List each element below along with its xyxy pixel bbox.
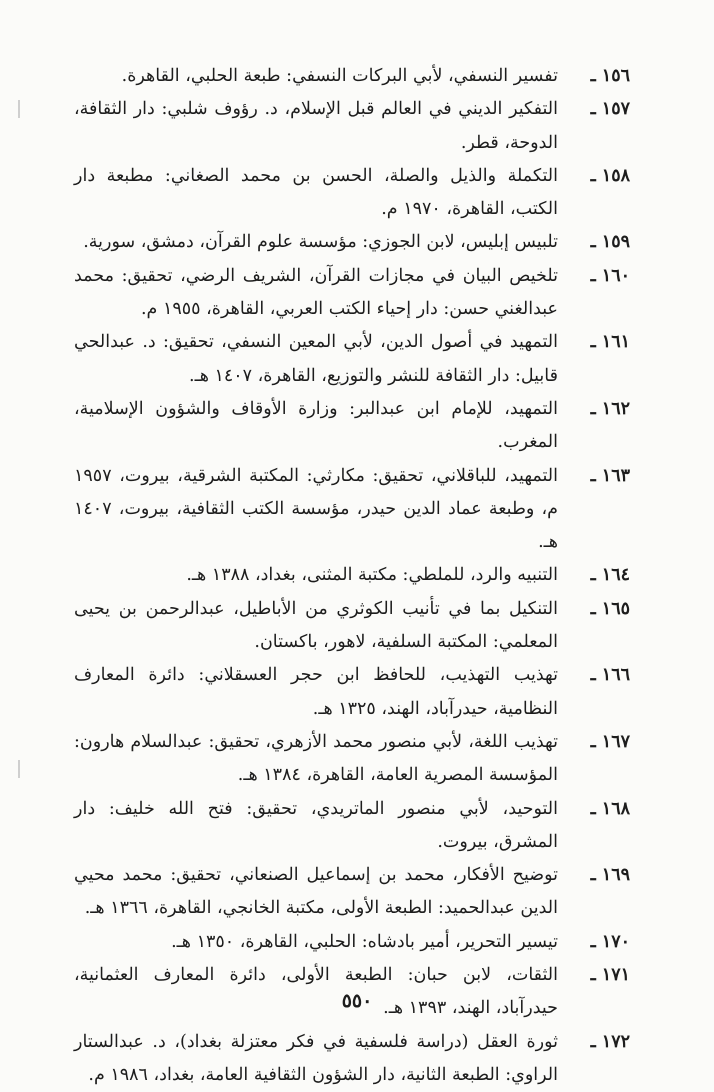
entry-number: ١٥٩ ـ bbox=[590, 232, 630, 253]
bibliography-entry-167 bbox=[74, 726, 630, 793]
entry-number: ١٦٠ ـ bbox=[590, 265, 630, 286]
entry-number: ١٥٦ ـ bbox=[590, 66, 630, 86]
bibliography-entry-159 bbox=[74, 226, 630, 259]
entry-text: ثورة العقل (دراسة فلسفية في فكر معتزلة بغداد)، د. عبدالستار الراوي: الطبعة الثانية، دار الشؤون الثقافية العامة، بغداد، ١٩٨٦ م. bbox=[74, 1031, 558, 1085]
entry-text: التنكيل بما في تأنيب الكوثري من الأباطيل، عبدالرحمن بن يحيى المعلمي: المكتبة السلفية، لاهور، باكستان. bbox=[74, 598, 558, 653]
entry-number: ١٦٧ ـ bbox=[590, 731, 630, 752]
bibliography-entry-165 bbox=[74, 593, 630, 660]
entry-number: ١٦١ ـ bbox=[590, 332, 630, 353]
bibliography-page bbox=[74, 60, 630, 1092]
bibliography-entry-160 bbox=[74, 260, 630, 327]
scan-edge-mark bbox=[18, 100, 20, 118]
bibliography-entry-163 bbox=[74, 460, 630, 560]
entry-number: ١٥٧ ـ bbox=[590, 99, 630, 120]
entry-text: تفسير النسفي، لأبي البركات النسفي: طبعة الحلبي، القاهرة. bbox=[121, 66, 558, 86]
entry-text: تهذيب اللغة، لأبي منصور محمد الأزهري، تحقيق: عبدالسلام هارون: المؤسسة المصرية العامة، القاهرة، ١٣٨٤ هـ. bbox=[74, 731, 558, 786]
entry-text: التكملة والذيل والصلة، الحسن بن محمد الصغاني: مطبعة دار الكتب، القاهرة، ١٩٧٠ م. bbox=[74, 165, 558, 220]
entry-number: ١٦٤ ـ bbox=[590, 565, 630, 586]
entry-number: ١٦٨ ـ bbox=[590, 798, 630, 819]
entry-number: ١٦٢ ـ bbox=[590, 398, 630, 419]
entry-number: ١٧٢ ـ bbox=[590, 1031, 630, 1052]
entry-number: ١٦٦ ـ bbox=[590, 665, 630, 686]
entry-text: توضيح الأفكار، محمد بن إسماعيل الصنعاني، تحقيق: محمد محيي الدين عبدالحميد: الطبعة الأولى، مكتبة الخانجي، القاهرة، ١٣٦٦ هـ. bbox=[74, 865, 558, 919]
bibliography-entry-161 bbox=[74, 326, 630, 393]
entry-text: التفكير الديني في العالم قبل الإسلام، د. رؤوف شلبي: دار الثقافة، الدوحة، قطر. bbox=[74, 99, 558, 153]
entry-text: تيسير التحرير، أمير بادشاه: الحلبي، القاهرة، ١٣٥٠ هـ. bbox=[171, 931, 558, 952]
bibliography-entry-157 bbox=[74, 93, 630, 160]
bibliography-entry-162 bbox=[74, 393, 630, 460]
entry-text: تلخيص البيان في مجازات القرآن، الشريف الرضي، تحقيق: محمد عبدالغني حسن: دار إحياء الكتب العربي، القاهرة، ١٩٥٥ م. bbox=[74, 265, 558, 320]
entry-number: ١٦٩ ـ bbox=[590, 865, 630, 886]
bibliography-entry-169 bbox=[74, 859, 630, 926]
bibliography-entry-168 bbox=[74, 793, 630, 860]
entry-text: تلبيس إبليس، لابن الجوزي: مؤسسة علوم القرآن، دمشق، سورية. bbox=[83, 232, 558, 253]
entry-text: التمهيد، للإمام ابن عبدالبر: وزارة الأوقاف والشؤون الإسلامية، المغرب. bbox=[74, 398, 558, 453]
bibliography-entry-158 bbox=[74, 160, 630, 227]
bibliography-entry-172 bbox=[74, 1026, 630, 1092]
page-number: ٥٥٠ bbox=[341, 990, 373, 1012]
bibliography-entry-170 bbox=[74, 926, 630, 959]
entry-text: التوحيد، لأبي منصور الماتريدي، تحقيق: فتح الله خليف: دار المشرق، بيروت. bbox=[74, 798, 558, 852]
entry-number: ١٧١ ـ bbox=[590, 965, 630, 986]
entry-text: التنبيه والرد، للملطي: مكتبة المثنى، بغداد، ١٣٨٨ هـ. bbox=[186, 565, 558, 586]
entry-text: الثقات، لابن حبان: الطبعة الأولى، دائرة المعارف العثمانية، حيدرآباد، الهند، ١٣٩٣ هـ. bbox=[74, 965, 558, 1019]
entry-number: ١٦٥ ـ bbox=[590, 598, 630, 619]
bibliography-entry-166 bbox=[74, 659, 630, 726]
scan-edge-mark bbox=[18, 760, 20, 778]
entry-text: التمهيد في أصول الدين، لأبي المعين النسفي، تحقيق: د. عبدالحي قابيل: دار الثقافة للنشر والتوزيع، القاهرة، ١٤٠٧ هـ. bbox=[74, 332, 558, 386]
entry-number: ١٧٠ ـ bbox=[590, 931, 630, 952]
entry-number: ١٦٣ ـ bbox=[590, 465, 630, 486]
entry-text: التمهيد، للباقلاني، تحقيق: مكارثي: المكتبة الشرقية، بيروت، ١٩٥٧ م، وطبعة عماد الدين حيدر، مؤسسة الكتب الثقافية، بيروت، ١٤٠٧ هـ. bbox=[74, 465, 558, 553]
bibliography-entry-164 bbox=[74, 559, 630, 592]
bibliography-entry-156 bbox=[74, 60, 630, 93]
entry-text: تهذيب التهذيب، للحافظ ابن حجر العسقلاني: دائرة المعارف النظامية، حيدرآباد، الهند، ١٣٢٥ هـ. bbox=[74, 665, 558, 719]
entry-number: ١٥٨ ـ bbox=[590, 165, 630, 186]
